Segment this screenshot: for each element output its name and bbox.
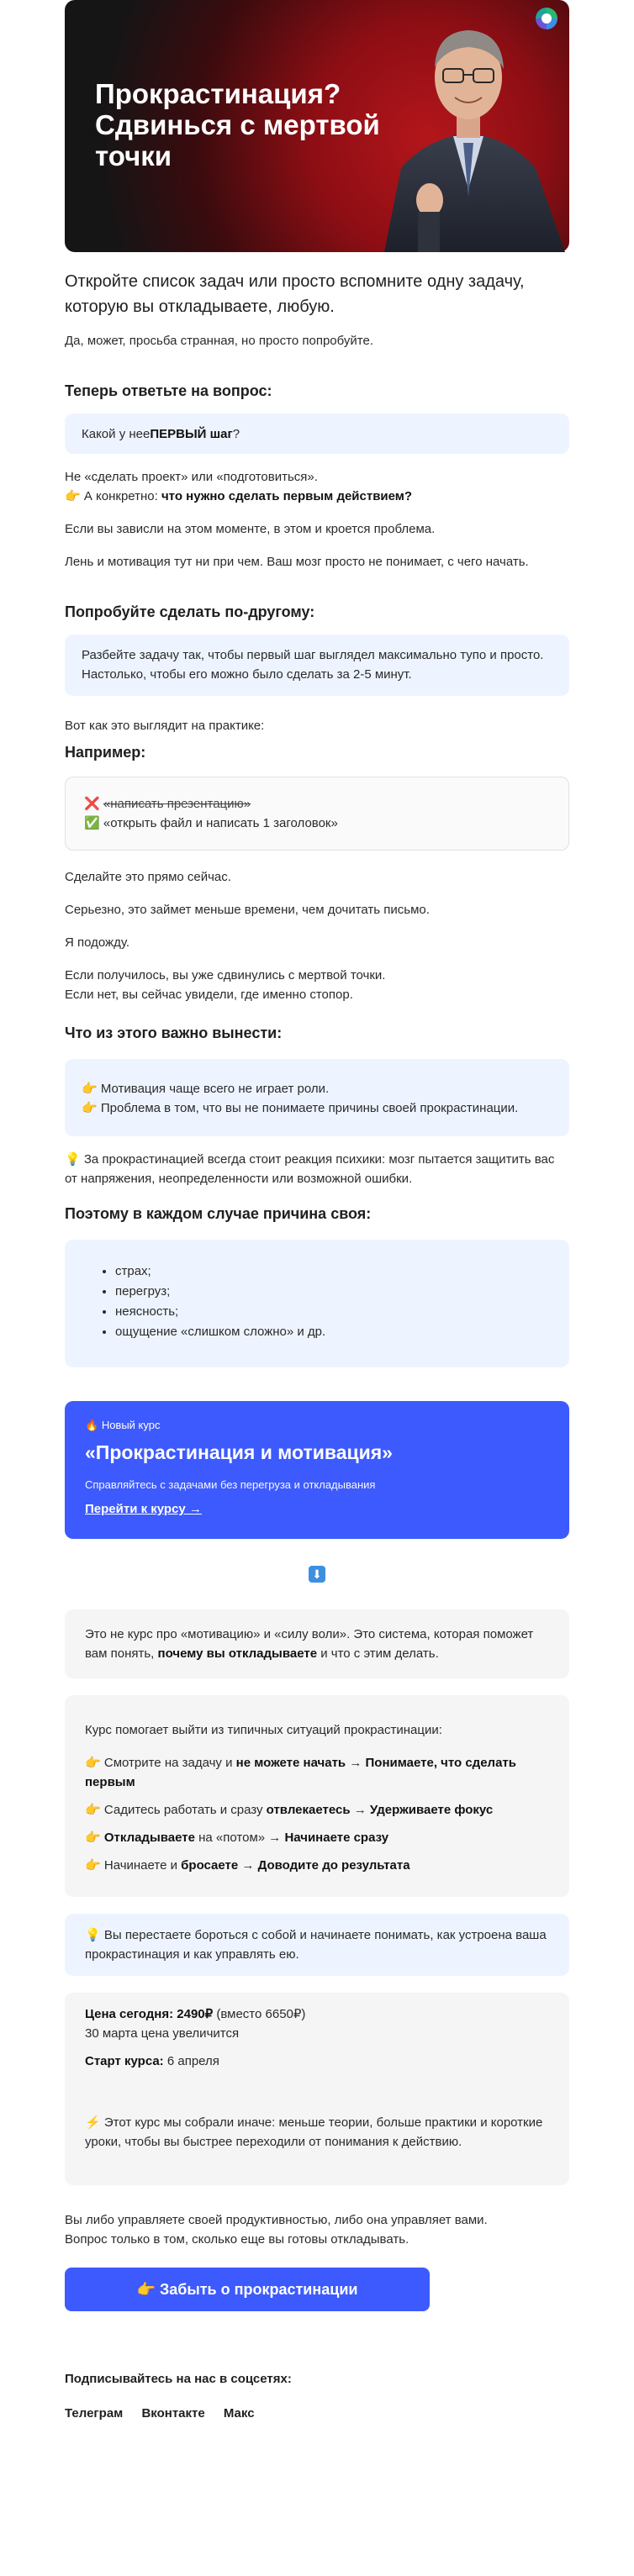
causes-card — [65, 1240, 569, 1367]
system-text — [85, 1625, 549, 1663]
system-card — [65, 1609, 569, 1678]
go-to-course-link[interactable]: Перейти к курсу → — [85, 1502, 202, 1516]
promo-eyebrow — [85, 1419, 160, 1432]
question-heading: Теперь ответьте на вопрос: — [65, 382, 272, 399]
other-p: Вот как это выглядит на практике: — [65, 719, 265, 733]
situation-d: Доводите до результата — [257, 1858, 410, 1873]
question-line2 — [65, 487, 569, 506]
price-label: Цена сегодня: — [85, 2007, 174, 2021]
example-good — [84, 814, 550, 833]
pointing-hand-icon: 👉 — [82, 1101, 98, 1115]
situation-b: отвлекаетесь — [266, 1803, 351, 1817]
situation-b: бросаете — [181, 1858, 239, 1873]
insight-text-body: Вы перестаете бороться с собой и начинаете понимать, как устроена ваша прокрастинация и как управлять ею. — [85, 1928, 547, 1962]
pointing-hand-icon: 👉 — [65, 489, 81, 503]
list-item: • неясность; — [115, 1302, 536, 1322]
system-text-bold: почему вы откладываете — [157, 1646, 318, 1661]
situations-intro: Курс помогает выйти из типичных ситуаций прокрастинации: — [85, 1723, 442, 1737]
takeaway-note — [65, 1150, 569, 1188]
promo-subtitle: Справляйтесь с задачами без перегруза и откладывания — [85, 1478, 376, 1491]
situation-d: Начинаете сразу — [284, 1831, 389, 1845]
example-good-text: «открыть файл и написать 1 заголовок» — [103, 816, 338, 830]
course-promo-card — [65, 1401, 569, 1539]
situation-a: Начинаете и — [103, 1858, 182, 1873]
course-start — [85, 2052, 549, 2071]
now-p2: Серьезно, это займет меньше времени, чем дочитать письмо. — [65, 903, 430, 917]
takeaway-item — [82, 1079, 552, 1098]
course-start-value: 6 апреля — [166, 2054, 219, 2068]
other-card — [65, 635, 569, 696]
situation-a: Садитесь работать и сразу — [103, 1803, 267, 1817]
social-heading: Подписывайтесь на нас в соцсетях: — [65, 2372, 292, 2386]
pointing-hand-icon: 👉 — [85, 1831, 101, 1845]
down-arrow-wrap — [65, 1566, 569, 1583]
situation-c: на «потом» → — [194, 1831, 285, 1845]
causes-list — [98, 1262, 536, 1342]
pointing-hand-icon: 👉 — [85, 1858, 101, 1873]
down-arrow-icon: ⬇ — [309, 1566, 325, 1583]
price-line — [85, 2004, 549, 2024]
lightbulb-icon: 💡 — [65, 1152, 81, 1167]
now-p3: Я подожду. — [65, 935, 130, 950]
example-bad — [84, 794, 550, 814]
question-card-suffix: ? — [232, 426, 240, 441]
lightning-icon: ⚡ — [85, 2115, 101, 2130]
cross-mark-icon: ❌ — [84, 797, 100, 811]
cta-label: Забыть о прокрастинации — [159, 2280, 358, 2298]
hero-banner — [65, 0, 569, 252]
intro-sub: Да, может, просьба странная, но просто попробуйте. — [65, 334, 373, 348]
email-body — [65, 0, 569, 2421]
situation-item — [85, 1800, 549, 1820]
situation-b: Откладываете — [103, 1831, 195, 1845]
question-card-prefix: Какой у нее — [82, 426, 151, 441]
price-value: 2490₽ — [177, 2007, 214, 2021]
example-heading: Например: — [65, 744, 146, 761]
promo-title: «Прокрастинация и мотивация» — [85, 1441, 393, 1463]
lightbulb-icon: 💡 — [85, 1928, 101, 1942]
other-heading: Попробуйте сделать по-другому: — [65, 603, 315, 620]
portrait-photo — [367, 0, 569, 252]
social-link-telegram[interactable]: Телеграм — [65, 2406, 124, 2421]
social-links — [65, 2406, 569, 2421]
check-mark-icon: ✅ — [84, 816, 100, 830]
pointing-hand-icon: 👉 — [82, 1082, 98, 1096]
system-text-suffix: и что с этим делать. — [317, 1646, 439, 1661]
causes-heading: Поэтому в каждом случае причина своя: — [65, 1205, 372, 1222]
takeaway-item-text: Проблема в том, что вы не понимаете причины своей прокрастинации. — [100, 1101, 519, 1115]
question-line2-prefix: А конкретно: — [80, 489, 161, 503]
closing-line1: Вы либо управляете своей продуктивностью, либо она управляет вами. — [65, 2213, 488, 2227]
question-line2-bold: что нужно сделать первым действием? — [161, 489, 413, 503]
list-item: • перегруз; — [115, 1282, 536, 1302]
forget-procrastination-button[interactable] — [65, 2268, 430, 2311]
promo-eyebrow-text: Новый курс — [101, 1419, 161, 1431]
situation-c: → — [350, 1803, 370, 1817]
question-card-bold: ПЕРВЫЙ шаг — [150, 426, 233, 441]
fire-icon: 🔥 — [85, 1419, 99, 1431]
system-text-prefix: Это не курс про «мотивацию» и «силу воли». Это система, которая поможет вам понять, — [85, 1627, 534, 1661]
situation-item — [85, 1753, 549, 1792]
social-link-vk[interactable]: Вконтакте — [141, 2406, 205, 2421]
situation-c: → — [346, 1756, 366, 1770]
takeaway-card — [65, 1059, 569, 1136]
takeaway-note-text: За прокрастинацией всегда стоит реакция психики: мозг пытается защитить вас от напряжения, неопределенности или возможной ошибки. — [65, 1152, 555, 1186]
price-old: (вместо 6650₽) — [216, 2007, 306, 2021]
price-deadline: 30 марта цена увеличится — [85, 2026, 240, 2041]
situation-d: Понимаете, что сделать первым — [85, 1756, 516, 1789]
takeaway-heading: Что из этого важно вынести: — [65, 1025, 283, 1041]
question-p2: Лень и мотивация тут ни при чем. Ваш мозг просто не понимает, с чего начать. — [65, 555, 529, 569]
situation-b: не можете начать — [235, 1756, 346, 1770]
question-p1: Если вы зависли на этом моменте, в этом и кроется проблема. — [65, 522, 436, 536]
takeaway-item — [82, 1098, 552, 1118]
insight-card — [65, 1914, 569, 1976]
other-card-line1: Разбейте задачу так, чтобы первый шаг выглядел максимально тупо и просто. — [82, 648, 544, 662]
pointing-hand-icon: 👉 — [85, 1803, 101, 1817]
situation-item — [85, 1856, 549, 1875]
situation-item — [85, 1828, 549, 1847]
now-p1: Сделайте это прямо сейчас. — [65, 870, 231, 884]
now-p4b: Если нет, вы сейчас увидели, где именно стопор. — [65, 988, 353, 1002]
takeaway-item-text: Мотивация чаще всего не играет роли. — [100, 1082, 330, 1096]
pointing-hand-icon: 👉 — [136, 2280, 156, 2298]
question-card — [65, 414, 569, 454]
question-line1: Не «сделать проект» или «подготовиться». — [65, 470, 318, 484]
price-note — [85, 2113, 549, 2152]
price-note-text: Этот курс мы собрали иначе: меньше теории, больше практики и короткие уроки, чтобы вы быстрее переходили от понимания к действию. — [85, 2115, 543, 2149]
other-card-line2: Настолько, чтобы его можно было сделать за 2-5 минут. — [82, 667, 412, 682]
intro-lead: Откройте список задач или просто вспомните одну задачу, которую вы откладываете, любую. — [65, 272, 525, 316]
hero-title: Прокрастинация? Сдвинься с мертвой точки — [95, 78, 380, 171]
now-p4a: Если получилось, вы уже сдвинулись с мертвой точки. — [65, 968, 386, 982]
course-start-label: Старт курса: — [85, 2054, 164, 2068]
example-card — [65, 777, 569, 851]
situations-card — [65, 1695, 569, 1897]
example-bad-text: «написать презентацию» — [103, 797, 251, 811]
pointing-hand-icon: 👉 — [85, 1756, 101, 1770]
social-link-max[interactable]: Макс — [223, 2406, 255, 2421]
list-item: • страх; — [115, 1262, 536, 1282]
closing-line2: Вопрос только в том, сколько еще вы готовы откладывать. — [65, 2232, 409, 2247]
price-card — [65, 1993, 569, 2185]
situation-c: → — [238, 1858, 258, 1873]
insight-text — [85, 1925, 549, 1964]
situation-d: Удерживаете фокус — [369, 1803, 494, 1817]
list-item: • ощущение «слишком сложно» и др. — [115, 1322, 536, 1342]
situation-a: Смотрите на задачу и — [103, 1756, 236, 1770]
